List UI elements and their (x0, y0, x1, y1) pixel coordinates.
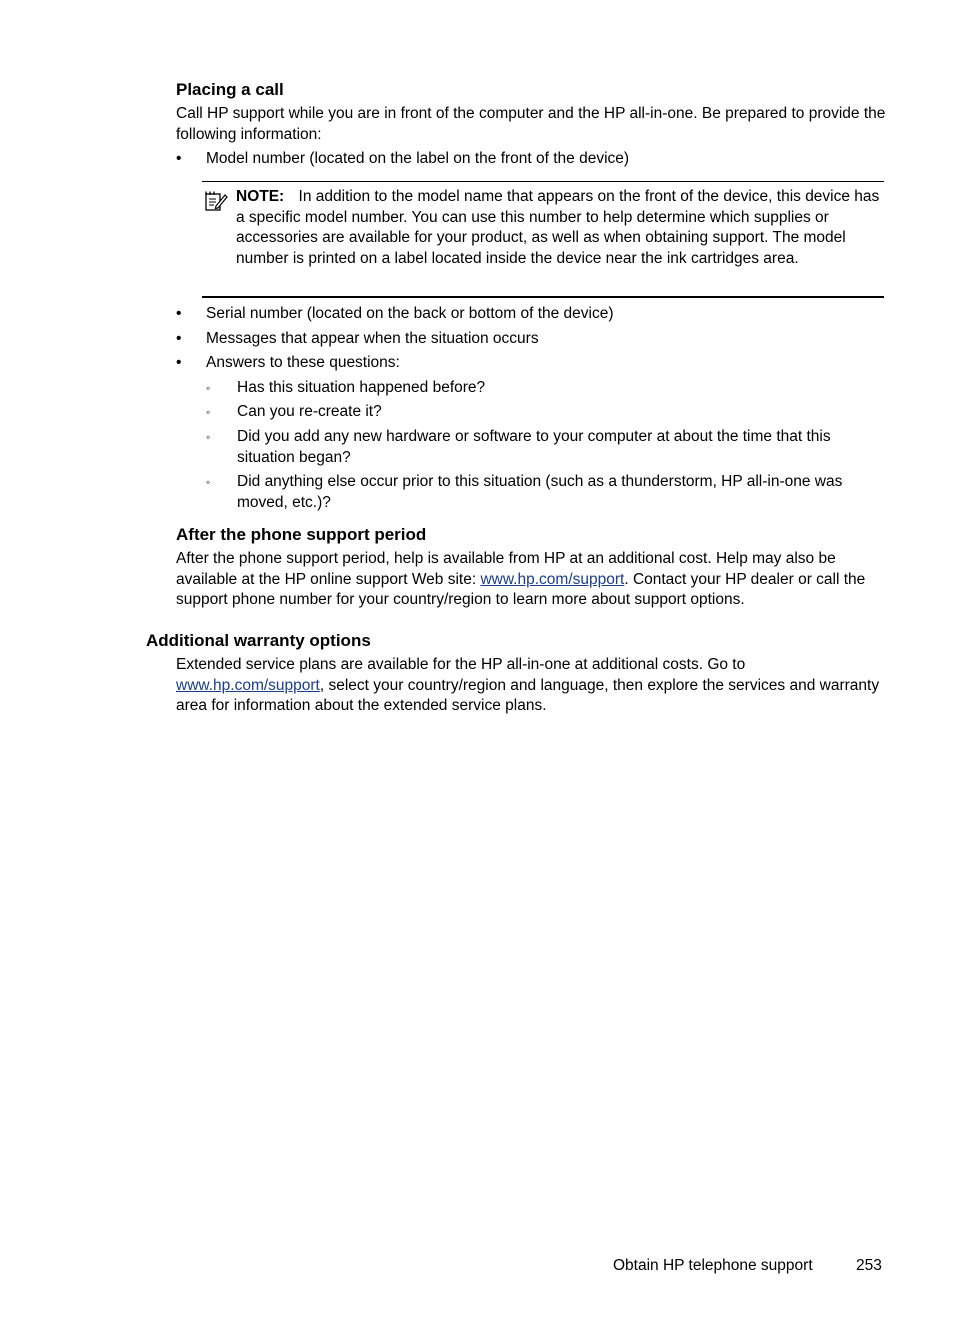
bullet-mark: • (176, 305, 182, 322)
bullet-mark: • (176, 354, 182, 371)
sub-bullet-text: Has this situation happened before? (237, 379, 486, 396)
heading-additional-warranty: Additional warranty options (146, 631, 371, 650)
note-label: NOTE: (236, 188, 285, 205)
sub-bullet-text: Can you re-create it? (237, 403, 382, 420)
hp-support-link[interactable]: www.hp.com/support (176, 676, 320, 694)
bullet-text: Model number (located on the label on the front of the device) (206, 150, 630, 167)
page-number: 253 (856, 1257, 882, 1274)
note-top-rule (202, 181, 884, 182)
note-bottom-rule (202, 296, 884, 298)
note-text: In addition to the model name that appears on the front of the device, this device has a specific model number. You can use this number to help determine which supplies or accessories are available for your product, as well as when obtaining support. The model number is printed on a label located inside the device near the ink cartridges area. (236, 188, 880, 267)
bullet-mark: • (176, 330, 182, 347)
note-body (236, 187, 886, 269)
warranty-text: Extended service plans are available for the HP all-in-one at additional costs. Go to www.hp.com/support, select your country/region and language, then explore the services and warranty area for information about the extended service plans. (176, 656, 880, 714)
sub-bullet-mark: ◦ (206, 381, 211, 395)
sub-bullet-mark: ◦ (206, 405, 211, 419)
bullet-mark: • (176, 150, 182, 167)
sub-bullet-text: Did anything else occur prior to this situation (such as a thunderstorm, HP all-in-one was moved, etc.)? (237, 473, 843, 511)
bullet-text: Serial number (located on the back or bottom of the device) (206, 305, 614, 322)
sub-bullet-mark: ◦ (206, 430, 211, 444)
sub-bullet-text: Did you add any new hardware or software to your computer at about the time that this situation began? (237, 428, 831, 466)
sub-bullet-mark: ◦ (206, 475, 211, 489)
hp-support-link[interactable]: www.hp.com/support (480, 570, 625, 588)
placing-call-intro: Call HP support while you are in front of the computer and the HP all-in-one. Be prepared to provide the following information: (176, 105, 886, 143)
bullet-text: Answers to these questions: (206, 354, 400, 371)
after-period-text: After the phone support period, help is available from HP at an additional cost. Help may also be available at the HP online support Web site: www.hp.com/support. Contact your HP dealer or call the support phone number for your country/region to learn more about support options. (176, 550, 866, 608)
bullet-text: Messages that appear when the situation occurs (206, 330, 539, 347)
heading-placing-a-call: Placing a call (176, 80, 284, 99)
heading-after-support-period: After the phone support period (176, 525, 427, 544)
footer-section-title: Obtain HP telephone support (613, 1257, 813, 1274)
note-icon (204, 190, 228, 219)
